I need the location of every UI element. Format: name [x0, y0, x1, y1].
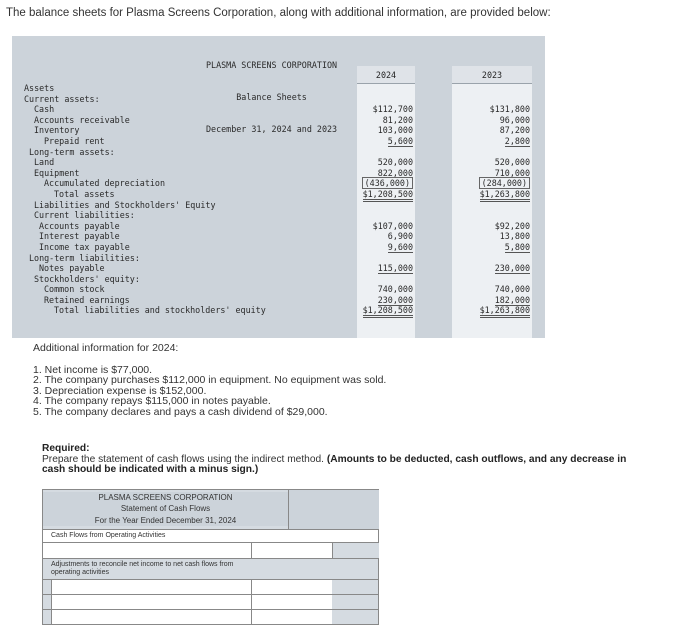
bs-row-label: Liabilities and Stockholders' Equity — [34, 199, 216, 210]
bs-value-v2023: 182,000 — [494, 294, 530, 305]
bs-value-v2024: $1,208,500 — [357, 189, 413, 200]
bs-row-label: Retained earnings — [44, 294, 130, 305]
row-labels — [24, 83, 266, 316]
bs-row-label: Long-term assets: — [29, 146, 115, 157]
values-2024 — [357, 83, 413, 316]
required-label: Required: — [42, 443, 90, 454]
bs-value-v2024: 740,000 — [377, 284, 413, 295]
bs-row-label: Accumulated depreciation — [44, 178, 166, 189]
required-bold-text: (Amounts to be deducted, cash outflows, and any decrease in cash should be indicated with a minus sign.) — [42, 453, 627, 475]
cf-amount-input[interactable] — [251, 595, 332, 609]
bs-value-v2024: 115,000 — [377, 263, 413, 274]
bs-value-v2024 — [357, 83, 413, 94]
bs-value-v2023: $92,200 — [494, 220, 530, 231]
cf-statement: Statement of Cash Flows — [120, 504, 211, 514]
bs-value-v2024: 103,000 — [377, 125, 413, 136]
bs-value-v2024: $112,700 — [372, 104, 413, 115]
cf-line-input[interactable] — [51, 580, 252, 594]
bs-value-v2023 — [452, 274, 530, 285]
bs-row-label: Total liabilities and stockholders' equity — [54, 305, 266, 316]
bs-value-v2024: 81,200 — [382, 114, 413, 125]
bs-value-v2023: 740,000 — [494, 284, 530, 295]
cash-flow-title — [43, 492, 288, 526]
statement-date: December 31, 2024 and 2023 — [206, 123, 338, 134]
statement-name: Balance Sheets — [236, 91, 307, 102]
bs-value-v2023: 5,800 — [504, 241, 530, 252]
bs-value-v2023 — [452, 94, 530, 105]
cf-period: For the Year Ended December 31, 2024 — [94, 515, 237, 525]
company-name: PLASMA SCREENS CORPORATION — [206, 60, 338, 71]
bs-value-v2023 — [452, 210, 530, 221]
additional-title: Additional information for 2024: — [33, 342, 179, 354]
bs-row-label: Total assets — [54, 188, 115, 199]
bs-value-v2023: (284,000) — [452, 178, 530, 189]
bs-row-label: Stockholders' equity: — [34, 273, 140, 284]
bs-row-label: Cash — [34, 104, 55, 115]
intro-text: The balance sheets for Plasma Screens Corporation, along with additional information, are provided below: — [6, 7, 551, 19]
bs-value-v2023: 2,800 — [504, 135, 530, 146]
bs-value-v2024: (436,000) — [357, 178, 413, 189]
bs-row-label: Notes payable — [39, 263, 105, 274]
bs-value-v2023: $1,263,800 — [452, 305, 530, 316]
cf-company: PLASMA SCREENS CORPORATION — [98, 493, 233, 502]
bs-value-v2024: $1,208,500 — [357, 305, 413, 316]
year-header-2024: 2024 — [357, 66, 415, 84]
bs-value-v2024: 9,600 — [387, 241, 413, 252]
bs-row-label: Assets — [24, 83, 55, 93]
bs-value-v2024: $107,000 — [372, 220, 413, 231]
bs-row-label: Accounts receivable — [34, 114, 130, 125]
cf-header-blank — [288, 490, 379, 529]
bs-row-label: Long-term liabilities: — [29, 252, 140, 263]
bs-row-label: Interest payable — [39, 231, 120, 242]
bs-value-v2024: 822,000 — [377, 167, 413, 178]
cf-amount-input[interactable] — [251, 580, 332, 594]
cf-row-net-income — [43, 542, 378, 558]
bs-value-v2023: 520,000 — [494, 157, 530, 168]
bs-value-v2024 — [357, 94, 413, 105]
bs-value-v2023: 710,000 — [494, 167, 530, 178]
additional-item: 4. The company repays $115,000 in notes payable. — [33, 395, 271, 407]
bs-value-v2023 — [452, 83, 530, 94]
bs-row-label: Prepaid rent — [44, 135, 105, 146]
additional-item: 3. Depreciation expense is $152,000. — [33, 384, 207, 397]
bs-value-v2023: $1,263,800 — [452, 189, 530, 200]
cf-row-adj-2 — [43, 594, 378, 609]
bs-value-v2023: 230,000 — [494, 263, 530, 274]
cf-row-operating — [43, 529, 378, 542]
cash-flow-statement — [42, 489, 379, 625]
bs-row-label: Current assets: — [24, 93, 100, 104]
bs-value-v2024 — [357, 274, 413, 285]
bs-value-v2024 — [357, 210, 413, 221]
cf-operating-label: Cash Flows from Operating Activities — [51, 532, 166, 539]
bs-row-label: Common stock — [44, 284, 105, 295]
cf-row-adj-3 — [43, 609, 378, 624]
cf-total-cell — [332, 543, 379, 558]
bs-row-label: Current liabilities: — [34, 210, 135, 221]
bs-value-v2023: $131,800 — [489, 104, 530, 115]
bs-row-label: Equipment — [34, 167, 80, 178]
cf-line-input[interactable] — [43, 543, 251, 558]
cf-amount-input[interactable] — [251, 543, 332, 558]
bs-value-v2023 — [452, 253, 530, 264]
bs-row-label: Income tax payable — [39, 241, 130, 252]
year-header-2023: 2023 — [452, 66, 532, 84]
cf-adjustments-label: Adjustments to reconcile net income to net cash flows from operating activities — [51, 561, 234, 576]
bs-value-v2023: 13,800 — [499, 231, 530, 242]
cf-row-adjustments — [43, 558, 378, 579]
additional-item: 5. The company declares and pays a cash dividend of $29,000. — [33, 405, 328, 418]
bs-value-v2024 — [357, 147, 413, 158]
cf-amount-input[interactable] — [251, 610, 332, 624]
required-text: Prepare the statement of cash flows using the indirect method. — [42, 453, 325, 465]
bs-value-v2023: 87,200 — [499, 125, 530, 136]
bs-value-v2023: 96,000 — [499, 114, 530, 125]
bs-value-v2023 — [452, 147, 530, 158]
bs-value-v2024 — [357, 253, 413, 264]
balance-sheet — [12, 36, 545, 338]
additional-info — [33, 343, 386, 417]
bs-value-v2024: 5,600 — [387, 135, 413, 146]
bs-row-label: Accounts payable — [39, 220, 120, 231]
additional-item: 1. Net income is $77,000. — [33, 363, 153, 376]
cf-row-adj-1 — [43, 579, 378, 594]
bs-value-v2024: 520,000 — [377, 157, 413, 168]
bs-value-v2024: 6,900 — [387, 231, 413, 242]
additional-item: 2. The company purchases $112,000 in equipment. No equipment was sold. — [33, 374, 387, 386]
bs-value-v2024: 230,000 — [377, 294, 413, 305]
bs-row-label: Land — [34, 157, 55, 168]
cf-line-input[interactable] — [51, 595, 252, 609]
bs-row-label: Inventory — [34, 125, 80, 136]
cf-line-input[interactable] — [51, 610, 252, 624]
values-2023 — [452, 83, 530, 316]
required-section — [42, 444, 652, 476]
